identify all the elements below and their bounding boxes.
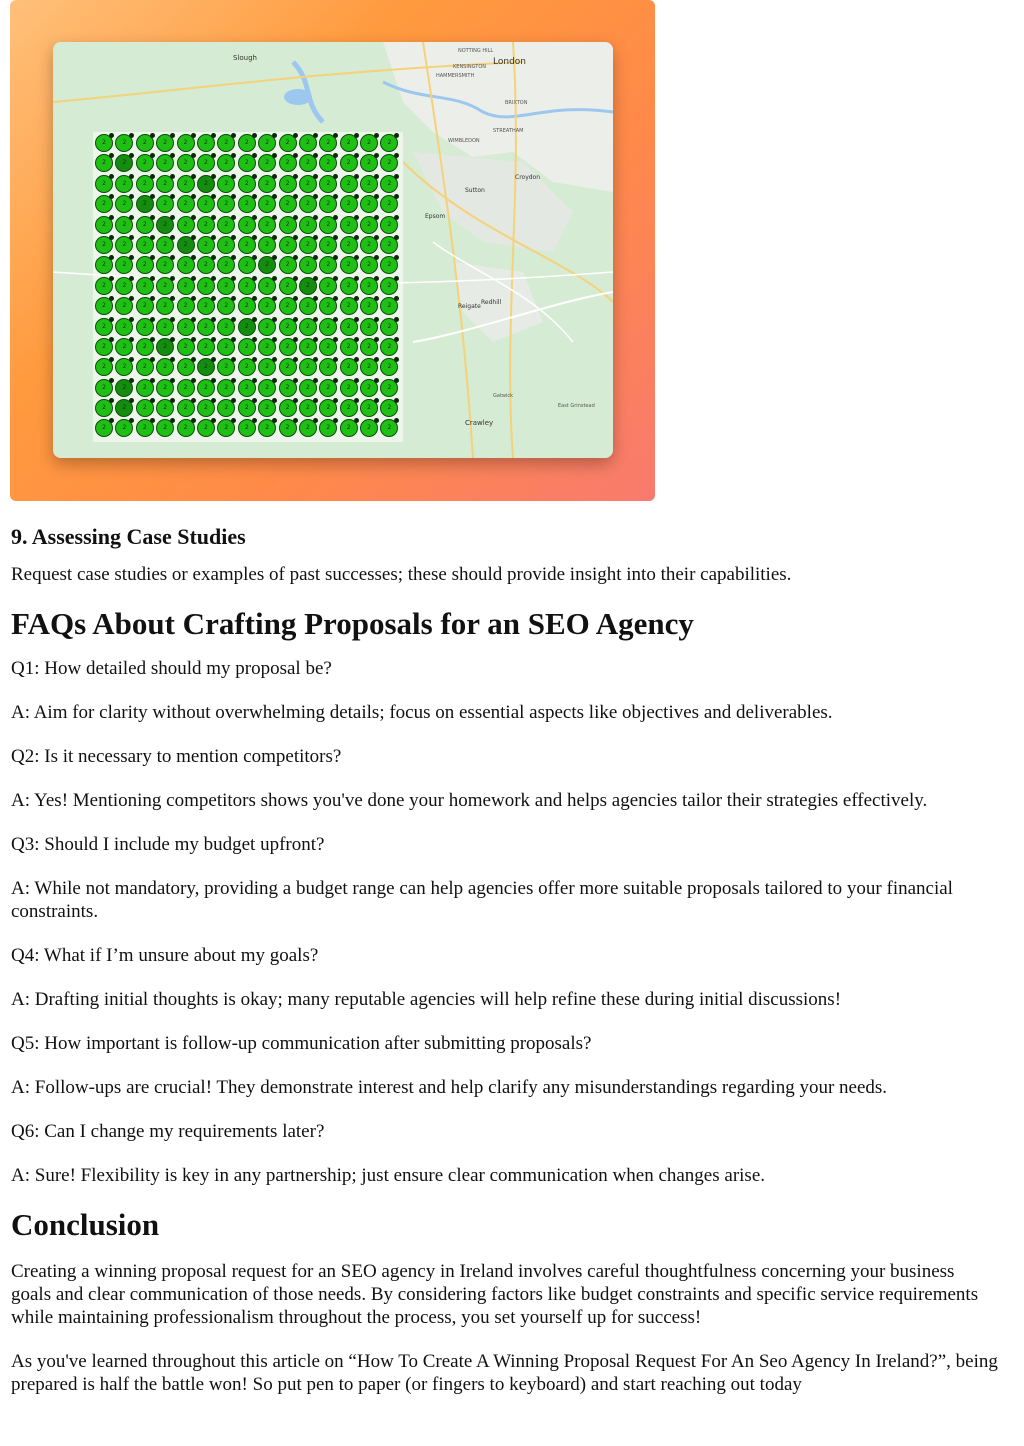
rank-pin: 2	[258, 318, 276, 336]
rank-pin: 2	[115, 318, 133, 336]
rank-pin: 2	[319, 379, 337, 397]
rank-pin: 2	[340, 358, 358, 376]
map-label-reigate: Reigate	[458, 303, 481, 310]
rank-pin: 2	[360, 358, 378, 376]
rank-pin: 2	[115, 277, 133, 295]
map-label-slough: Slough	[233, 54, 257, 62]
rank-pin: 2	[319, 338, 337, 356]
faq-answer: A: Sure! Flexibility is key in any partnership; just ensure clear communication when changes arise.	[11, 1165, 765, 1186]
rank-pin: 2	[238, 175, 256, 193]
rank-pin: 2	[217, 154, 235, 172]
faqs-heading: FAQs About Crafting Proposals for an SEO Agency	[11, 606, 694, 641]
rank-pin: 2	[360, 195, 378, 213]
rank-pin: 2	[360, 216, 378, 234]
faq-question: Q3: Should I include my budget upfront?	[11, 834, 325, 855]
rank-pin: 2	[340, 134, 358, 152]
rank-pin: 2	[136, 338, 154, 356]
rank-pin: 2	[360, 277, 378, 295]
faq-question: Q5: How important is follow-up communication after submitting proposals?	[11, 1033, 592, 1054]
rank-pin: 2	[156, 256, 174, 274]
rank-pin: 2	[238, 195, 256, 213]
rank-pin: 2	[380, 236, 398, 254]
rank-pin: 2	[136, 399, 154, 417]
rank-pin: 2	[95, 216, 113, 234]
rank-pin: 2	[156, 297, 174, 315]
hero-image	[10, 0, 655, 501]
conclusion-paragraph: As you've learned throughout this article on “How To Create A Winning Proposal Request For An Seo Agency In Ireland?”, being prepared is half the battle won! So put pen to paper (or fingers to keyboard) and start reaching out today	[11, 1351, 998, 1395]
rank-pin: 2	[340, 318, 358, 336]
rank-pin: 2	[258, 236, 276, 254]
rank-pin: 2	[217, 379, 235, 397]
rank-pin: 2	[217, 134, 235, 152]
rank-pin: 2	[95, 338, 113, 356]
rank-pin: 2	[95, 419, 113, 437]
rank-pin: 2	[238, 358, 256, 376]
rank-pin: 2	[258, 256, 276, 274]
rank-pin: 2	[258, 154, 276, 172]
rank-pin: 2	[136, 419, 154, 437]
rank-pin: 2	[299, 236, 317, 254]
rank-pin: 2	[115, 358, 133, 376]
rank-pin: 2	[177, 236, 195, 254]
map-label-east-grinstead: East Grinstead	[558, 403, 595, 409]
rank-pin: 2	[177, 216, 195, 234]
rank-pin: 2	[279, 399, 297, 417]
rank-pin: 2	[197, 338, 215, 356]
map-label-brixton: BRIXTON	[505, 100, 528, 106]
rank-pin: 2	[299, 277, 317, 295]
rank-pin: 2	[217, 297, 235, 315]
map-label-crawley: Crawley	[465, 419, 494, 427]
rank-pin: 2	[156, 134, 174, 152]
rank-pin: 2	[319, 236, 337, 254]
rank-pin: 2	[258, 277, 276, 295]
rank-pin: 2	[360, 379, 378, 397]
rank-pin: 2	[177, 379, 195, 397]
rank-pin: 2	[156, 277, 174, 295]
conclusion-heading: Conclusion	[11, 1207, 160, 1242]
rank-pin: 2	[136, 154, 154, 172]
rank-pin: 2	[177, 277, 195, 295]
faq-answer: A: Drafting initial thoughts is okay; many reputable agencies will help refine these during initial discussions!	[11, 989, 842, 1010]
faq-question: Q4: What if I’m unsure about my goals?	[11, 945, 319, 966]
rank-pin: 2	[156, 338, 174, 356]
rank-pin: 2	[217, 277, 235, 295]
rank-pin: 2	[380, 419, 398, 437]
rank-pin: 2	[177, 318, 195, 336]
rank-pin: 2	[238, 297, 256, 315]
rank-pin: 2	[340, 236, 358, 254]
map-label-kensington: KENSINGTON	[453, 64, 486, 70]
rank-pin: 2	[177, 358, 195, 376]
rank-pin: 2	[258, 175, 276, 193]
rank-pin: 2	[177, 175, 195, 193]
rank-pin: 2	[340, 379, 358, 397]
rank-pin: 2	[299, 297, 317, 315]
faq-question: Q1: How detailed should my proposal be?	[11, 658, 332, 679]
rank-pin: 2	[319, 318, 337, 336]
rank-pin: 2	[340, 175, 358, 193]
rank-pin: 2	[380, 195, 398, 213]
rank-pin: 2	[95, 399, 113, 417]
rank-pin: 2	[217, 236, 235, 254]
rank-pin: 2	[380, 338, 398, 356]
rank-pin: 2	[115, 216, 133, 234]
rank-pin: 2	[279, 256, 297, 274]
rank-pin: 2	[177, 338, 195, 356]
rank-pin: 2	[299, 358, 317, 376]
rank-pin: 2	[177, 419, 195, 437]
rank-pin: 2	[380, 399, 398, 417]
rank-pin: 2	[217, 175, 235, 193]
rank-pin: 2	[360, 399, 378, 417]
faq-answer: A: Aim for clarity without overwhelming details; focus on essential aspects like objectives and deliverables.	[11, 702, 833, 723]
rank-pin: 2	[319, 175, 337, 193]
rank-pin: 2	[115, 154, 133, 172]
rank-pin: 2	[279, 195, 297, 213]
rank-pin: 2	[238, 318, 256, 336]
rank-pin: 2	[319, 256, 337, 274]
rank-pin: 2	[319, 399, 337, 417]
rank-pin: 2	[238, 236, 256, 254]
rank-pin: 2	[279, 338, 297, 356]
rank-pin: 2	[136, 318, 154, 336]
rank-pin: 2	[217, 195, 235, 213]
rank-pin: 2	[136, 379, 154, 397]
rank-pin: 2	[258, 195, 276, 213]
rank-pin: 2	[177, 297, 195, 315]
rank-pin: 2	[115, 338, 133, 356]
rank-pin: 2	[197, 216, 215, 234]
rank-pin: 2	[238, 256, 256, 274]
rank-pin: 2	[360, 297, 378, 315]
map-label-redhill: Redhill	[481, 299, 502, 306]
rank-pin: 2	[217, 216, 235, 234]
rank-pin: 2	[279, 154, 297, 172]
rank-pin: 2	[340, 216, 358, 234]
rank-pin: 2	[380, 379, 398, 397]
rank-pin: 2	[258, 134, 276, 152]
rank-pin: 2	[319, 358, 337, 376]
rank-pin: 2	[177, 399, 195, 417]
rank-pin: 2	[197, 297, 215, 315]
map-label-london: London	[493, 57, 526, 67]
rank-pin: 2	[380, 175, 398, 193]
rank-pin: 2	[197, 399, 215, 417]
rank-pin: 2	[238, 154, 256, 172]
rank-pin: 2	[360, 318, 378, 336]
faq-question: Q6: Can I change my requirements later?	[11, 1121, 325, 1142]
rank-pin: 2	[136, 175, 154, 193]
rank-pin: 2	[156, 399, 174, 417]
rank-pin: 2	[217, 338, 235, 356]
rank-pin: 2	[319, 154, 337, 172]
rank-pin: 2	[279, 318, 297, 336]
rank-pin: 2	[319, 216, 337, 234]
rank-pin: 2	[279, 277, 297, 295]
rank-pin: 2	[197, 175, 215, 193]
rank-pin: 2	[95, 236, 113, 254]
rank-pin: 2	[197, 318, 215, 336]
rank-pin: 2	[238, 338, 256, 356]
rank-pin: 2	[380, 216, 398, 234]
rank-pin: 2	[115, 195, 133, 213]
rank-pin: 2	[156, 175, 174, 193]
rank-pin: 2	[136, 236, 154, 254]
rank-pin: 2	[360, 175, 378, 193]
map-label-notting-hill: NOTTING HILL	[458, 48, 494, 54]
map-label-gatwick: Gatwick	[493, 393, 514, 399]
rank-pin: 2	[238, 277, 256, 295]
rank-pin: 2	[115, 236, 133, 254]
rank-pin: 2	[340, 154, 358, 172]
rank-pin: 2	[95, 175, 113, 193]
rank-pin: 2	[279, 358, 297, 376]
rank-pin: 2	[360, 419, 378, 437]
rank-pin: 2	[258, 399, 276, 417]
rank-pin: 2	[156, 236, 174, 254]
rank-pin: 2	[319, 297, 337, 315]
rank-pin: 2	[136, 358, 154, 376]
rank-pin: 2	[177, 195, 195, 213]
rank-pin: 2	[299, 256, 317, 274]
rank-pin: 2	[299, 154, 317, 172]
faq-answer: A: While not mandatory, providing a budget range can help agencies offer more suitable proposals tailored to your financial constraints.	[11, 878, 953, 922]
rank-pin: 2	[238, 216, 256, 234]
rank-pin: 2	[279, 175, 297, 193]
section-body: Request case studies or examples of past successes; these should provide insight into their capabilities.	[11, 564, 792, 585]
rank-pin: 2	[299, 175, 317, 193]
rank-pin: 2	[258, 338, 276, 356]
map-label-hammersmith: HAMMERSMITH	[436, 73, 475, 79]
map-label-wimbledon: WIMBLEDON	[448, 138, 480, 144]
rank-pin: 2	[299, 318, 317, 336]
rank-pin: 2	[299, 419, 317, 437]
rank-pin: 2	[115, 175, 133, 193]
rank-pin: 2	[95, 318, 113, 336]
rank-pin: 2	[156, 195, 174, 213]
rank-pin: 2	[95, 358, 113, 376]
rank-pin: 2	[340, 195, 358, 213]
rank-pin: 2	[279, 379, 297, 397]
rank-pin: 2	[136, 256, 154, 274]
rank-pin: 2	[177, 256, 195, 274]
rank-pin: 2	[197, 195, 215, 213]
rank-pin: 2	[258, 379, 276, 397]
rank-pin: 2	[360, 236, 378, 254]
rank-pin: 2	[360, 256, 378, 274]
rank-pin: 2	[258, 216, 276, 234]
rank-pin: 2	[197, 358, 215, 376]
map-label-sutton: Sutton	[465, 187, 485, 194]
rank-pin: 2	[197, 277, 215, 295]
rank-pin: 2	[360, 134, 378, 152]
rank-pin: 2	[360, 154, 378, 172]
rank-pin: 2	[217, 358, 235, 376]
rank-pin: 2	[95, 297, 113, 315]
rank-pin: 2	[177, 154, 195, 172]
rank-pin: 2	[136, 195, 154, 213]
conclusion-paragraph: Creating a winning proposal request for an SEO agency in Ireland involves careful thoughtfulness concerning your business goals and clear communication of those needs. By considering factors like budget constraints and specific service requirements while maintaining professionalism throughout the process, you set yourself up for success!	[11, 1261, 979, 1328]
rank-pin: 2	[380, 297, 398, 315]
rank-pin: 2	[258, 419, 276, 437]
rank-pin: 2	[340, 419, 358, 437]
rank-pin: 2	[299, 134, 317, 152]
rank-pin: 2	[279, 236, 297, 254]
rank-pin: 2	[299, 379, 317, 397]
rank-pin: 2	[238, 399, 256, 417]
map-image	[53, 42, 613, 458]
rank-pin: 2	[258, 358, 276, 376]
rank-pin: 2	[115, 134, 133, 152]
rank-pin: 2	[279, 134, 297, 152]
rank-pin: 2	[156, 419, 174, 437]
rank-pin: 2	[115, 379, 133, 397]
rank-pin: 2	[380, 358, 398, 376]
rank-pin: 2	[115, 297, 133, 315]
rank-pin: 2	[380, 318, 398, 336]
rank-pin: 2	[156, 358, 174, 376]
map-label-epsom: Epsom	[425, 213, 446, 220]
faq-question: Q2: Is it necessary to mention competitors?	[11, 746, 342, 767]
rank-pin: 2	[319, 419, 337, 437]
rank-pin: 2	[319, 277, 337, 295]
rank-pin: 2	[279, 419, 297, 437]
rank-pin: 2	[238, 419, 256, 437]
rank-pin: 2	[319, 195, 337, 213]
rank-pin: 2	[238, 134, 256, 152]
rank-pin: 2	[217, 256, 235, 274]
rank-pin: 2	[95, 154, 113, 172]
rank-pin: 2	[340, 277, 358, 295]
rank-pin: 2	[299, 195, 317, 213]
map-label-streatham: STREATHAM	[493, 128, 524, 134]
rank-pin: 2	[115, 399, 133, 417]
section-heading: 9. Assessing Case Studies	[11, 524, 246, 549]
faq-answer: A: Yes! Mentioning competitors shows you've done your homework and helps agencies tailor their strategies effectively.	[11, 790, 928, 811]
rank-pin: 2	[299, 399, 317, 417]
rank-pin: 2	[217, 318, 235, 336]
rank-pin: 2	[380, 154, 398, 172]
rank-pin: 2	[197, 236, 215, 254]
rank-pin: 2	[299, 338, 317, 356]
rank-pin: 2	[279, 216, 297, 234]
rank-pin: 2	[177, 134, 195, 152]
article-content	[11, 522, 1016, 1396]
rank-pin: 2	[95, 379, 113, 397]
rank-pin: 2	[319, 134, 337, 152]
rank-pin: 2	[136, 134, 154, 152]
rank-pin: 2	[238, 379, 256, 397]
rank-pin: 2	[136, 277, 154, 295]
rank-pin: 2	[197, 419, 215, 437]
rank-pin: 2	[340, 256, 358, 274]
rank-pin: 2	[340, 399, 358, 417]
faq-answer: A: Follow-ups are crucial! They demonstrate interest and help clarify any misunderstandings regarding your needs.	[11, 1077, 888, 1098]
rank-pin: 2	[95, 195, 113, 213]
rank-pin: 2	[156, 318, 174, 336]
rank-pin: 2	[217, 399, 235, 417]
rank-pin: 2	[156, 216, 174, 234]
rank-pin: 2	[136, 297, 154, 315]
rank-pin: 2	[258, 297, 276, 315]
rank-pin: 2	[197, 154, 215, 172]
rank-pin: 2	[197, 134, 215, 152]
rank-pin: 2	[279, 297, 297, 315]
rank-pin: 2	[380, 277, 398, 295]
rank-pin: 2	[95, 256, 113, 274]
rank-pin: 2	[95, 134, 113, 152]
rank-pin: 2	[197, 379, 215, 397]
map-label-croydon: Croydon	[515, 174, 541, 181]
rank-pin: 2	[156, 154, 174, 172]
rank-pin: 2	[95, 277, 113, 295]
rank-pin: 2	[299, 216, 317, 234]
rank-pin: 2	[136, 216, 154, 234]
rank-pin: 2	[340, 297, 358, 315]
rank-pin: 2	[380, 134, 398, 152]
rank-pin-grid	[95, 134, 401, 440]
rank-pin: 2	[197, 256, 215, 274]
rank-pin: 2	[156, 379, 174, 397]
rank-pin: 2	[340, 338, 358, 356]
rank-pin: 2	[217, 419, 235, 437]
rank-pin: 2	[360, 338, 378, 356]
rank-pin: 2	[380, 256, 398, 274]
rank-pin: 2	[115, 419, 133, 437]
rank-pin: 2	[115, 256, 133, 274]
